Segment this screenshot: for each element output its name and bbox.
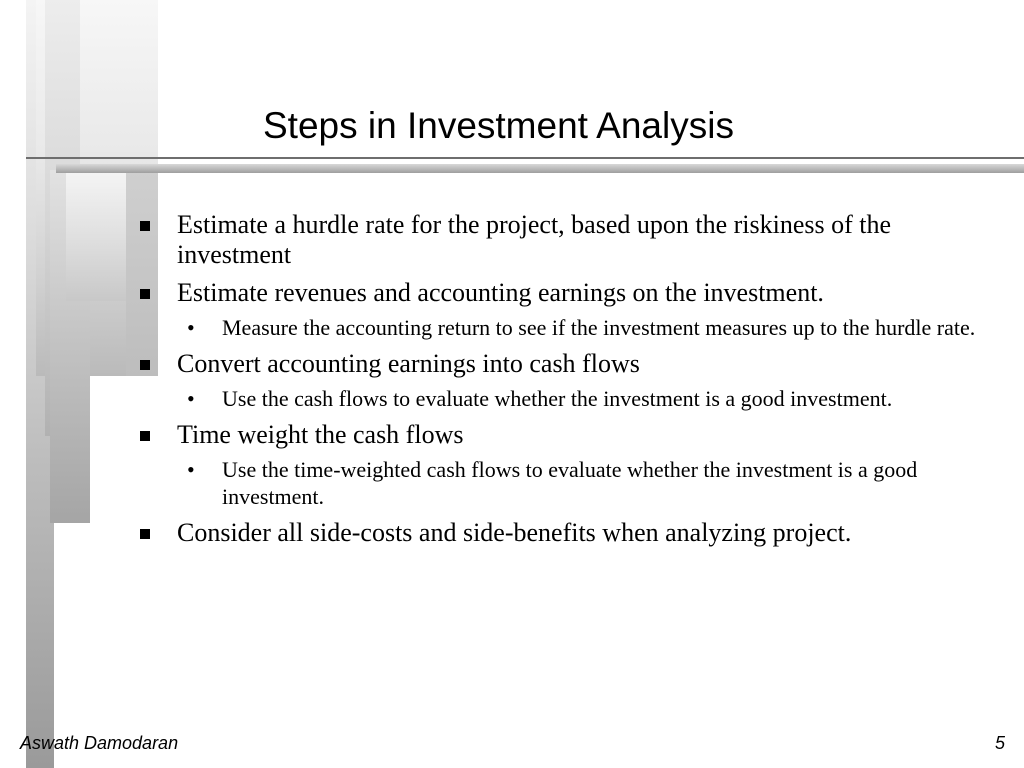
bullet-item (138, 518, 988, 548)
square-bullet-icon (140, 360, 150, 370)
dot-bullet-icon: • (187, 386, 195, 411)
slide-title: Steps in Investment Analysis (263, 105, 734, 146)
bullet-list (138, 210, 988, 548)
sub-bullet-item (138, 314, 988, 341)
page-number: 5 (994, 733, 1005, 753)
title-divider-bar (56, 164, 1024, 173)
bullet-text: Consider all side-costs and side-benefits when analyzing project. (177, 518, 852, 547)
bullet-text: Estimate revenues and accounting earnings on the investment. (177, 278, 824, 307)
square-bullet-icon (140, 529, 150, 539)
dot-bullet-icon: • (187, 315, 195, 340)
sub-bullet-text: Use the time-weighted cash flows to evaluate whether the investment is a good investment. (222, 457, 918, 509)
bullet-text: Time weight the cash flows (177, 420, 464, 449)
bullet-item (138, 210, 988, 270)
square-bullet-icon (140, 431, 150, 441)
bullet-text: Convert accounting earnings into cash flows (177, 349, 640, 378)
decorative-bar (66, 172, 126, 301)
sub-bullet-text: Measure the accounting return to see if the investment measures up to the hurdle rate. (222, 315, 976, 340)
footer-author: Aswath Damodaran (20, 733, 179, 753)
bullet-item (138, 349, 988, 379)
sub-bullet-text: Use the cash flows to evaluate whether the investment is a good investment. (222, 386, 893, 411)
square-bullet-icon (140, 289, 150, 299)
bullet-item (138, 278, 988, 308)
title-divider-line (26, 157, 1024, 159)
sub-bullet-item (138, 385, 988, 412)
dot-bullet-icon: • (187, 457, 195, 482)
square-bullet-icon (140, 221, 150, 231)
sub-bullet-item (138, 456, 988, 510)
bullet-item (138, 420, 988, 450)
bullet-text: Estimate a hurdle rate for the project, based upon the riskiness of the investment (177, 210, 892, 269)
